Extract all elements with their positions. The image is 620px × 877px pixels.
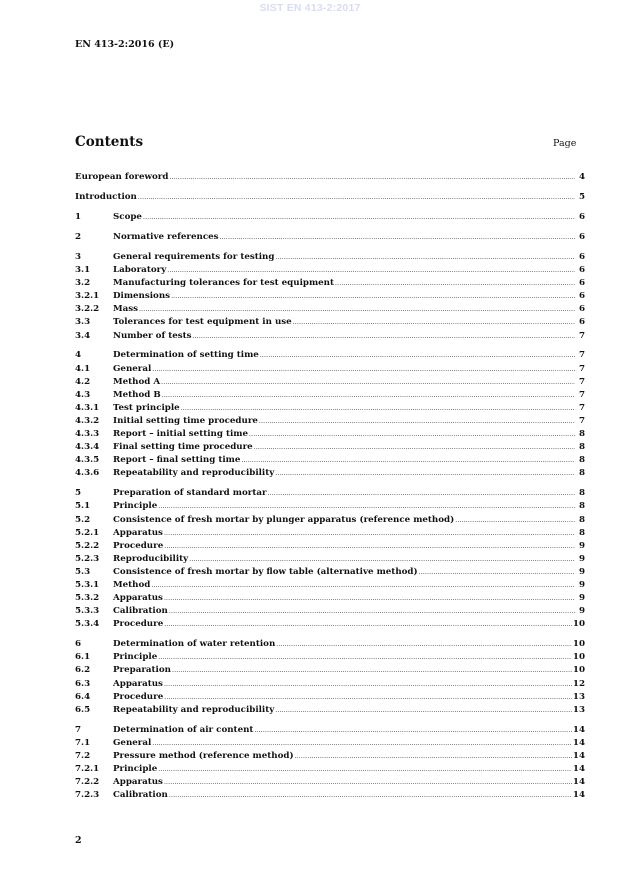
toc-entry-number: 4.1 <box>75 363 91 374</box>
toc-entry-page: 7 <box>578 363 585 374</box>
toc-entry[interactable] <box>75 704 585 717</box>
toc-entry-page: 8 <box>578 442 585 453</box>
toc-entry-title: Apparatus <box>113 777 163 788</box>
toc-dot-leader <box>275 704 572 717</box>
toc-dot-leader <box>419 566 575 579</box>
toc-entry-title: Calibration <box>113 606 168 617</box>
toc-entry-page: 10 <box>572 652 585 663</box>
toc-entry-page: 8 <box>578 468 585 479</box>
toc-entry-title: Reproducibility <box>113 553 189 564</box>
toc-entry-title: Dimensions <box>113 291 171 302</box>
toc-entry-page: 14 <box>572 724 585 735</box>
toc-entry[interactable] <box>75 363 585 376</box>
toc-entry-number: 7.2.3 <box>75 790 100 801</box>
toc-entry-page: 10 <box>572 619 585 630</box>
toc-dot-leader <box>295 750 572 763</box>
toc-entry[interactable] <box>75 349 585 362</box>
toc-dot-leader <box>254 724 571 737</box>
toc-entry[interactable] <box>75 251 585 264</box>
toc-entry-number: 5.2 <box>75 514 91 525</box>
toc-dot-leader <box>169 789 572 802</box>
toc-dot-leader <box>260 349 575 362</box>
toc-entry-number: 4.3.4 <box>75 442 100 453</box>
toc-entry-title: Consistence of fresh mortar by plunger apparatus (reference method) <box>113 514 455 525</box>
toc-entry[interactable] <box>75 750 585 763</box>
toc-entry-number: 5 <box>75 488 82 499</box>
toc-entry-title: Apparatus <box>113 678 163 689</box>
toc-entry-page: 9 <box>578 593 585 604</box>
toc-entry-number: 4.2 <box>75 376 91 387</box>
toc-dot-leader <box>455 514 575 527</box>
toc-entry[interactable] <box>75 776 585 789</box>
toc-entry-title: Determination of setting time <box>113 350 259 361</box>
toc-entry-page: 7 <box>578 402 585 413</box>
toc-entry[interactable] <box>75 540 585 553</box>
toc-entry-number: 7 <box>75 724 82 735</box>
toc-dot-leader <box>335 277 575 290</box>
toc-entry-page: 6 <box>578 251 585 262</box>
toc-entry-page: 9 <box>578 566 585 577</box>
toc-dot-leader <box>276 638 572 651</box>
toc-entry[interactable] <box>75 579 585 592</box>
toc-dot-leader <box>152 363 575 376</box>
toc-entry[interactable] <box>75 402 585 415</box>
toc-entry-title: Repeatability and reproducibility <box>113 704 275 715</box>
toc-entry-number: 4.3.3 <box>75 429 100 440</box>
toc-entry-page: 7 <box>578 415 585 426</box>
toc-entry-number: 5.2.3 <box>75 553 100 564</box>
toc-dot-leader <box>164 776 572 789</box>
toc-entry-title: Final setting time procedure <box>113 442 253 453</box>
toc-entry-title: Test principle <box>113 402 180 413</box>
toc-entry-title: Principle <box>113 652 158 663</box>
toc-entry-page: 6 <box>578 265 585 276</box>
toc-entry[interactable] <box>75 592 585 605</box>
toc-entry-title: Determination of air content <box>113 724 254 735</box>
toc-entry-title: Method <box>113 579 151 590</box>
toc-dot-leader <box>181 402 575 415</box>
toc-entry-title: Procedure <box>113 540 164 551</box>
toc-entry-page: 8 <box>578 455 585 466</box>
footer-page-number: 2 <box>75 835 82 846</box>
toc-entry-page: 5 <box>578 191 585 202</box>
toc-entry[interactable] <box>75 618 585 631</box>
toc-entry-page: 7 <box>578 376 585 387</box>
toc-dot-leader <box>249 428 575 441</box>
toc-entry[interactable] <box>75 638 585 651</box>
toc-dot-leader <box>152 737 572 750</box>
toc-dot-leader <box>220 231 575 244</box>
watermark: SIST EN 413-2:2017 <box>259 2 361 14</box>
toc-entry[interactable] <box>75 171 585 184</box>
toc-dot-leader <box>158 651 572 664</box>
toc-entry-title: European foreword <box>75 172 169 182</box>
toc-entry-title: General <box>113 737 152 748</box>
toc-entry-page: 13 <box>572 704 585 715</box>
toc-entry-page: 12 <box>572 678 585 689</box>
toc-dot-leader <box>293 316 575 329</box>
toc-entry[interactable] <box>75 211 585 224</box>
toc-entry-number: 7.2 <box>75 750 91 761</box>
toc-entry-title: Report – initial setting time <box>113 429 248 440</box>
toc-entry-number: 6.2 <box>75 665 91 676</box>
toc-entry-page: 14 <box>572 763 585 774</box>
toc-entry[interactable] <box>75 264 585 277</box>
toc-dot-leader <box>164 540 575 553</box>
toc-entry[interactable] <box>75 678 585 691</box>
page-column-label: Page <box>553 138 577 149</box>
toc-dot-leader <box>268 487 575 500</box>
toc-entry-number: 1 <box>75 211 82 222</box>
toc-entry[interactable] <box>75 487 585 500</box>
toc-entry-page: 6 <box>578 211 585 222</box>
toc-entry-title: Apparatus <box>113 527 163 538</box>
toc-dot-leader <box>167 264 575 277</box>
toc-entry[interactable] <box>75 231 585 244</box>
toc-entry[interactable] <box>75 527 585 540</box>
toc-entry[interactable] <box>75 789 585 802</box>
toc-entry-number: 6.1 <box>75 652 91 663</box>
toc-dot-leader <box>275 251 575 264</box>
toc-entry[interactable] <box>75 191 585 204</box>
toc-entry-page: 9 <box>578 606 585 617</box>
toc-entry-number: 5.3.3 <box>75 606 100 617</box>
toc-entry-number: 5.1 <box>75 501 91 512</box>
toc-entry-title: Procedure <box>113 619 164 630</box>
toc-entry-page: 6 <box>578 317 585 328</box>
toc-entry-number: 3.4 <box>75 330 91 341</box>
toc-entry-number: 4 <box>75 350 82 361</box>
toc-entry-page: 14 <box>572 790 585 801</box>
toc-entry[interactable] <box>75 763 585 776</box>
toc-entry-title: Method A <box>113 376 161 387</box>
toc-entry-number: 4.3.1 <box>75 402 100 413</box>
toc-dot-leader <box>164 618 572 631</box>
toc-entry-page: 7 <box>578 389 585 400</box>
toc-entry-page: 8 <box>578 501 585 512</box>
toc-entry-number: 3.1 <box>75 265 91 276</box>
toc-entry[interactable] <box>75 303 585 316</box>
toc-dot-leader <box>275 467 575 480</box>
toc-dot-leader <box>164 678 572 691</box>
toc-entry-title: Introduction <box>75 191 137 202</box>
toc-dot-leader <box>254 441 575 454</box>
toc-entry-page: 8 <box>578 488 585 499</box>
toc-entry-title: Preparation <box>113 665 171 676</box>
toc-entry-number: 6.4 <box>75 691 91 702</box>
toc-entry-page: 9 <box>578 579 585 590</box>
toc-dot-leader <box>158 500 575 513</box>
toc-entry-number: 5.3 <box>75 566 91 577</box>
toc-entry-number: 3.2 <box>75 278 91 289</box>
toc-entry[interactable] <box>75 500 585 513</box>
toc-entry-title: Mass <box>113 304 139 315</box>
toc-entry-title: Pressure method (reference method) <box>113 750 294 761</box>
toc-dot-leader <box>259 415 575 428</box>
toc-dot-leader <box>158 763 572 776</box>
toc-entry[interactable] <box>75 415 585 428</box>
toc-entry[interactable] <box>75 330 585 343</box>
toc-entry[interactable] <box>75 651 585 664</box>
toc-dot-leader <box>169 605 575 618</box>
toc-entry[interactable] <box>75 566 585 579</box>
toc-entry-number: 6.5 <box>75 704 91 715</box>
toc-entry-number: 3.2.2 <box>75 304 100 315</box>
toc-entry-number: 4.3.6 <box>75 468 100 479</box>
toc-entry-number: 7.2.2 <box>75 777 100 788</box>
toc-dot-leader <box>164 592 575 605</box>
toc-entry-title: Consistence of fresh mortar by flow table (alternative method) <box>113 566 418 577</box>
toc-dot-leader <box>193 330 575 343</box>
toc-entry-page: 6 <box>578 278 585 289</box>
toc-entry[interactable] <box>75 376 585 389</box>
toc-entry-number: 6.3 <box>75 678 91 689</box>
toc-dot-leader <box>189 553 575 566</box>
toc-entry[interactable] <box>75 428 585 441</box>
toc-entry-page: 14 <box>572 737 585 748</box>
toc-dot-leader <box>162 389 575 402</box>
toc-entry-number: 5.3.4 <box>75 619 100 630</box>
toc-dot-leader <box>164 527 575 540</box>
toc-entry-title: Calibration <box>113 790 168 801</box>
toc-entry-title: Principle <box>113 501 158 512</box>
toc-entry-page: 6 <box>578 291 585 302</box>
toc-entry-number: 2 <box>75 231 82 242</box>
toc-entry-page: 8 <box>578 514 585 525</box>
toc-entry-title: Procedure <box>113 691 164 702</box>
toc-entry-title: Repeatability and reproducibility <box>113 468 275 479</box>
toc-entry-number: 7.1 <box>75 737 91 748</box>
toc-entry-number: 6 <box>75 639 82 650</box>
toc-entry-title: Initial setting time procedure <box>113 415 258 426</box>
toc-entry-number: 4.3.2 <box>75 415 100 426</box>
toc-entry[interactable] <box>75 514 585 527</box>
toc-entry[interactable] <box>75 389 585 402</box>
toc-entry-title: Number of tests <box>113 330 192 341</box>
toc-entry-number: 3.2.1 <box>75 291 100 302</box>
toc-entry-title: Determination of water retention <box>113 639 276 650</box>
toc-entry[interactable] <box>75 737 585 750</box>
toc-entry-page: 4 <box>578 172 585 182</box>
toc-entry[interactable] <box>75 290 585 303</box>
toc-entry-page: 6 <box>578 304 585 315</box>
toc-entry-page: 14 <box>572 750 585 761</box>
toc-dot-leader <box>139 303 575 316</box>
toc-entry[interactable] <box>75 691 585 704</box>
toc-entry-title: Method B <box>113 389 161 400</box>
toc-entry-number: 3 <box>75 251 82 262</box>
toc-entry-title: Tolerances for test equipment in use <box>113 317 292 328</box>
toc-dot-leader <box>138 191 575 204</box>
toc-entry-title: Apparatus <box>113 593 163 604</box>
table-of-contents <box>75 171 585 802</box>
toc-entry-title: Principle <box>113 763 158 774</box>
toc-entry-title: Manufacturing tolerances for test equipment <box>113 278 334 289</box>
toc-dot-leader <box>171 290 575 303</box>
toc-entry-title: General requirements for testing <box>113 251 275 262</box>
toc-dot-leader <box>164 691 572 704</box>
toc-entry-number: 5.3.1 <box>75 579 100 590</box>
toc-dot-leader <box>161 376 575 389</box>
toc-entry-number: 4.3 <box>75 389 91 400</box>
toc-dot-leader <box>143 211 575 224</box>
toc-entry-page: 6 <box>578 231 585 242</box>
toc-entry-page: 10 <box>572 639 585 650</box>
toc-entry-title: Laboratory <box>113 265 167 276</box>
toc-entry-page: 13 <box>572 691 585 702</box>
toc-entry-page: 10 <box>572 665 585 676</box>
document-id: EN 413-2:2016 (E) <box>75 39 175 50</box>
toc-entry-title: Report – final setting time <box>113 455 241 466</box>
toc-entry-title: Scope <box>113 211 142 222</box>
toc-entry[interactable] <box>75 724 585 737</box>
toc-entry-page: 7 <box>578 330 585 341</box>
toc-entry-page: 14 <box>572 777 585 788</box>
toc-dot-leader <box>151 579 575 592</box>
toc-entry[interactable] <box>75 454 585 467</box>
toc-entry-number: 5.2.2 <box>75 540 100 551</box>
toc-entry[interactable] <box>75 277 585 290</box>
toc-entry-title: General <box>113 363 152 374</box>
toc-entry[interactable] <box>75 664 585 677</box>
toc-entry[interactable] <box>75 441 585 454</box>
toc-entry[interactable] <box>75 316 585 329</box>
toc-entry-number: 3.3 <box>75 317 91 328</box>
toc-entry-page: 8 <box>578 527 585 538</box>
toc-entry[interactable] <box>75 553 585 566</box>
toc-dot-leader <box>172 664 572 677</box>
toc-entry-page: 7 <box>578 350 585 361</box>
toc-entry-number: 5.2.1 <box>75 527 100 538</box>
toc-dot-leader <box>241 454 575 467</box>
toc-entry-title: Preparation of standard mortar <box>113 488 267 499</box>
toc-entry[interactable] <box>75 605 585 618</box>
toc-dot-leader <box>169 171 575 184</box>
toc-entry-number: 4.3.5 <box>75 455 100 466</box>
toc-entry[interactable] <box>75 467 585 480</box>
toc-entry-number: 5.3.2 <box>75 593 100 604</box>
toc-entry-page: 9 <box>578 553 585 564</box>
toc-entry-page: 9 <box>578 540 585 551</box>
toc-entry-number: 7.2.1 <box>75 763 100 774</box>
toc-entry-page: 8 <box>578 429 585 440</box>
toc-entry-title: Normative references <box>113 231 219 242</box>
contents-heading: Contents <box>75 134 144 150</box>
